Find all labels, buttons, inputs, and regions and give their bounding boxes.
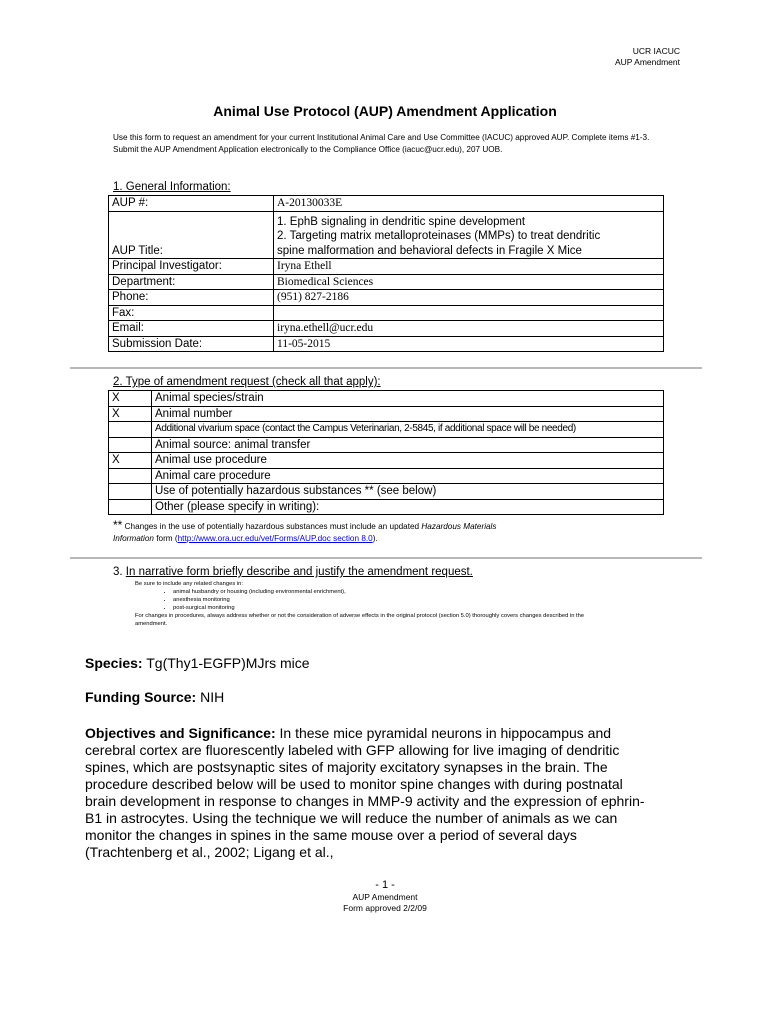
pi-label: Principal Investigator:	[109, 259, 274, 275]
table-row	[109, 468, 664, 484]
species-value: Tg(Thy1-EGFP)MJrs mice	[142, 655, 310, 671]
section1-heading	[113, 181, 231, 194]
checkbox-cell[interactable]	[109, 468, 152, 484]
section2-heading	[113, 376, 381, 389]
phone-value[interactable]: (951) 827-2186	[274, 290, 664, 306]
divider	[70, 367, 702, 369]
pi-value[interactable]: Iryna Ethell	[274, 259, 664, 275]
submission-date-label: Submission Date:	[109, 336, 274, 352]
page-header	[615, 46, 680, 68]
aup-number-value[interactable]: A-20130033E	[274, 196, 664, 212]
table-row	[109, 196, 664, 212]
phone-label: Phone:	[109, 290, 274, 306]
divider	[70, 557, 702, 559]
checkbox-cell[interactable]: X	[109, 406, 152, 422]
footer-approval: Form approved 2/2/09	[343, 903, 427, 913]
submission-date-value[interactable]: 11-05-2015	[274, 336, 664, 352]
table-row	[109, 290, 664, 306]
note-end: ).	[372, 534, 378, 543]
aup-number-label: AUP #:	[109, 196, 274, 212]
section3-heading-text: In narrative form briefly describe and justify the amendment request.	[125, 566, 473, 578]
page-number: - 1 -	[375, 879, 395, 891]
general-info-table	[108, 195, 664, 352]
page-footer	[0, 879, 770, 914]
note-text: Changes in the use of potentially hazardous substances must include an updated	[122, 522, 422, 531]
footer-doc: AUP Amendment	[352, 892, 418, 902]
table-row	[109, 305, 664, 321]
table-row	[109, 499, 664, 515]
list-item: • post-surgical monitoring	[173, 604, 635, 612]
section3-instructions	[135, 580, 635, 628]
list-item: • anesthesia monitoring	[173, 596, 635, 604]
table-row	[109, 321, 664, 337]
document-title: Animal Use Protocol (AUP) Amendment Application	[213, 103, 557, 119]
department-label: Department:	[109, 274, 274, 290]
aup-title-line: 1. EphB signaling in dendritic spine development	[277, 215, 526, 228]
species-label: Species:	[85, 655, 143, 671]
section1-heading-text: 1. General Information:	[113, 181, 231, 193]
table-row	[109, 437, 664, 453]
amendment-type-label: Use of potentially hazardous substances ** (see below)	[152, 484, 664, 500]
table-row	[109, 484, 664, 500]
amendment-type-label: Animal number	[152, 406, 664, 422]
instructions-list	[135, 588, 635, 612]
department-value[interactable]: Biomedical Sciences	[274, 274, 664, 290]
amendment-type-label: Animal care procedure	[152, 468, 664, 484]
section3-number: 3.	[113, 566, 126, 578]
funding-label: Funding Source:	[85, 689, 197, 705]
table-row	[109, 274, 664, 290]
table-row	[109, 406, 664, 422]
amendment-type-table	[108, 390, 664, 515]
checkbox-cell[interactable]	[109, 484, 152, 500]
list-item: • animal husbandry or housing (including environmental enrichment),	[173, 588, 635, 596]
header-org: UCR IACUC	[632, 46, 680, 56]
checkbox-cell[interactable]: X	[109, 453, 152, 469]
funding-value: NIH	[196, 689, 225, 705]
aup-title-line: 2. Targeting matrix metalloproteinases (MMPs) to treat dendritic	[277, 230, 601, 242]
instructions-hint: Be sure to include any related changes in:	[135, 581, 243, 587]
fax-value[interactable]	[274, 305, 664, 321]
hazard-form-link[interactable]: http://www.ora.ucr.edu/vet/Forms/AUP.doc section 8.0	[177, 534, 373, 543]
amendment-type-label: Animal species/strain	[152, 391, 664, 407]
section2-heading-text: 2. Type of amendment request (check all that apply):	[113, 376, 381, 388]
amendment-type-label: Additional vivarium space (contact the Campus Veterinarian, 2-5845, if additional space will be needed)	[152, 422, 664, 438]
note-italic: Hazardous Materials	[421, 522, 497, 531]
hazard-note	[113, 519, 633, 545]
objectives-paragraph	[85, 725, 647, 861]
table-row	[109, 259, 664, 275]
amendment-type-label: Other (please specify in writing):	[152, 499, 664, 515]
checkbox-cell[interactable]	[109, 437, 152, 453]
amendment-type-label: Animal source: animal transfer	[152, 437, 664, 453]
section3-heading	[113, 566, 473, 579]
table-row	[109, 336, 664, 352]
checkbox-cell[interactable]	[109, 422, 152, 438]
email-label: Email:	[109, 321, 274, 337]
header-doc: AUP Amendment	[614, 57, 680, 67]
note-form: form (	[153, 534, 178, 543]
aup-title-label: AUP Title:	[109, 211, 274, 259]
species-line	[85, 655, 645, 672]
checkbox-cell[interactable]: X	[109, 391, 152, 407]
objectives-text: In these mice pyramidal neurons in hippocampus and cerebral cortex are fluorescently labeled with GFP allowing for live imaging of dendritic spines, which are postsynaptic sites of majority excitatory synapses in the brain. The procedure described below will be used to monitor spine changes with during postnatal brain development in response to changes in MMP-9 activity and the expression of ephrin-B1 in astrocytes. Using the technique we will reduce the number of animals as we can monitor the changes in spines in the same mouse over a period of several days (Trachtenberg et al., 2002; Ligang et al.,	[85, 725, 645, 860]
aup-title-value[interactable]	[274, 211, 664, 259]
fax-label: Fax:	[109, 305, 274, 321]
checkbox-cell[interactable]	[109, 499, 152, 515]
table-row	[109, 391, 664, 407]
note-italic: Information	[113, 534, 154, 543]
email-value[interactable]: iryna.ethell@ucr.edu	[274, 321, 664, 337]
table-row	[109, 422, 664, 438]
amendment-type-label: Animal use procedure	[152, 453, 664, 469]
instructions-hint-2: For changes in procedures, always address whether or not the consideration of adverse effects in the original protocol (section 5.0) thoroughly covers changes described in the amendment.	[135, 613, 585, 627]
table-row	[109, 211, 664, 259]
aup-title-line: spine malformation and behavioral defects in Fragile X Mice	[277, 244, 582, 257]
table-row	[109, 453, 664, 469]
intro-paragraph: Use this form to request an amendment for your current Institutional Animal Care and Use Committee (IACUC) approved AUP. Complete items #1-3. Submit the AUP Amendment Application electronically to the Compliance Office (iacuc@ucr.edu), 207 UOB.	[113, 133, 650, 154]
note-stars: **	[113, 518, 123, 532]
funding-line	[85, 689, 645, 706]
objectives-label: Objectives and Significance:	[85, 725, 276, 741]
